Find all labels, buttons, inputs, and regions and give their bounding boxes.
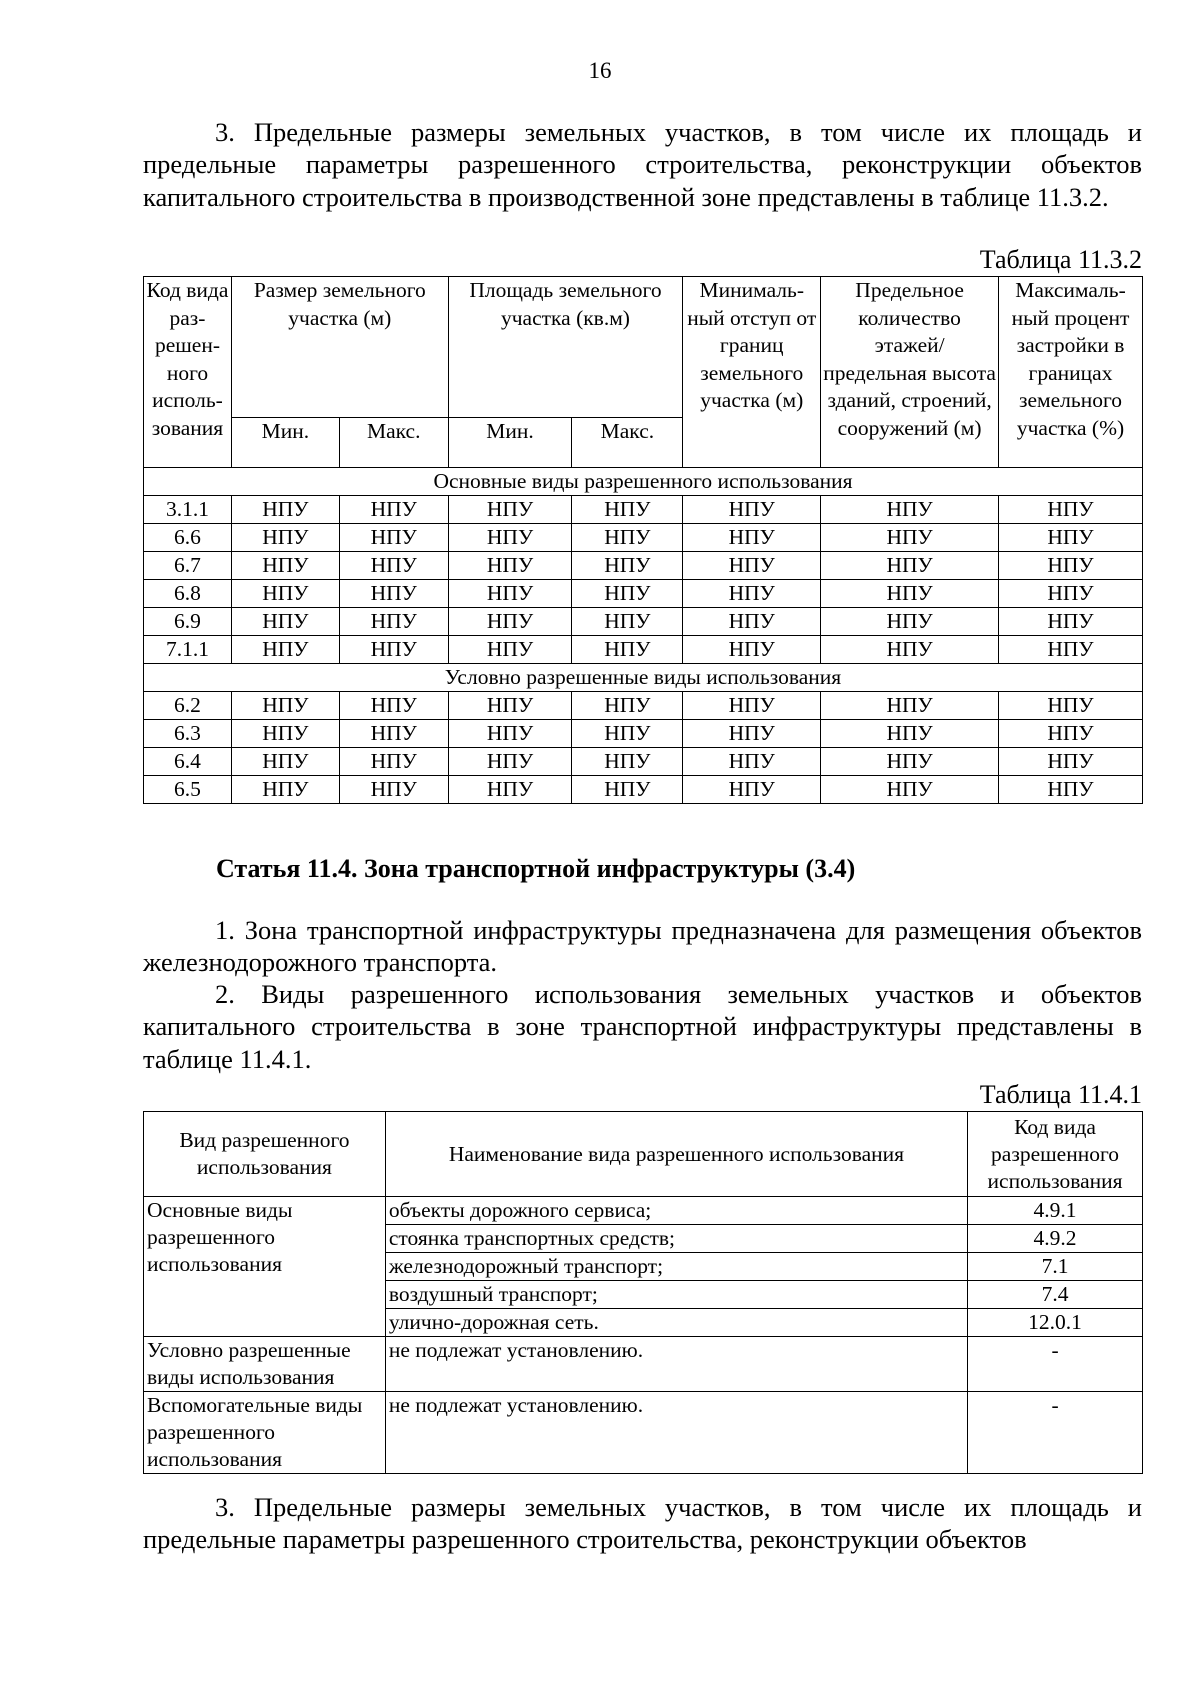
header-code: Код вида раз-решен-ного исполь-зования [144, 277, 232, 468]
table-row [144, 636, 1143, 664]
table-cell-value: НПУ [572, 776, 683, 804]
t2-use-name: стоянка транспортных средств; [385, 1225, 967, 1253]
table-cell-value: НПУ [821, 636, 999, 664]
table-cell-value: НПУ [339, 524, 448, 552]
table-cell-value: НПУ [231, 580, 339, 608]
paragraph-zone-uses: 2. Виды разрешенного использования земельных участков и объектов капитального строительства в зоне транспортной инфраструктуры представлены в таблице 11.4.1. [143, 979, 1142, 1074]
table-row [144, 524, 1143, 552]
table-cell-value: НПУ [999, 636, 1143, 664]
t2-use-code: 4.9.2 [968, 1225, 1143, 1253]
table-cell-value: НПУ [448, 720, 572, 748]
table-cell-value: НПУ [999, 748, 1143, 776]
table-cell-code: 6.8 [144, 580, 232, 608]
table-cell-value: НПУ [231, 552, 339, 580]
table-cell-value: НПУ [572, 496, 683, 524]
table-row [144, 748, 1143, 776]
table-cell-value: НПУ [231, 692, 339, 720]
table-cell-value: НПУ [231, 720, 339, 748]
table-cell-value: НПУ [572, 692, 683, 720]
table-cell-value: НПУ [999, 496, 1143, 524]
table-cell-value: НПУ [821, 580, 999, 608]
table-11-3-2 [143, 276, 1143, 804]
header-size-max: Макс. [339, 418, 448, 468]
table-cell-value: НПУ [683, 524, 821, 552]
paragraph-zone-purpose: 1. Зона транспортной инфраструктуры предназначена для размещения объектов железнодорожного транспорта. [143, 915, 1142, 978]
table-row [144, 552, 1143, 580]
table-cell-value: НПУ [683, 608, 821, 636]
table-cell-value: НПУ [683, 496, 821, 524]
table-cell-value: НПУ [999, 552, 1143, 580]
table-cell-value: НПУ [448, 580, 572, 608]
t2-conditional-name: не подлежат установлению. [385, 1337, 967, 1392]
header-area-max: Макс. [572, 418, 683, 468]
table-cell-value: НПУ [999, 580, 1143, 608]
paragraph-limits-production: 3. Предельные размеры земельных участков, в том числе их площадь и предельные параметры разрешенного строительства, реконструкции объектов капитального строительства в производственной зоне представлены в таблице 11.3.2. [143, 117, 1142, 212]
table-cell-value: НПУ [448, 776, 572, 804]
table-cell-value: НПУ [999, 524, 1143, 552]
article-heading: Статья 11.4. Зона транспортной инфраструктуры (3.4) [216, 854, 856, 883]
table-cell-code: 7.1.1 [144, 636, 232, 664]
table-cell-value: НПУ [231, 748, 339, 776]
t2-conditional-code: - [968, 1337, 1143, 1392]
table-cell-value: НПУ [339, 636, 448, 664]
table-cell-code: 6.6 [144, 524, 232, 552]
table-cell-value: НПУ [572, 552, 683, 580]
table-row [144, 720, 1143, 748]
t2-conditional-label: Условно разрешенные виды использования [144, 1337, 386, 1392]
table-cell-value: НПУ [999, 776, 1143, 804]
table-cell-value: НПУ [683, 580, 821, 608]
t2-use-code: 4.9.1 [968, 1197, 1143, 1225]
table-cell-value: НПУ [448, 496, 572, 524]
header-coverage: Максималь-ный процент застройки в границах земельного участка (%) [999, 277, 1143, 468]
table-cell-value: НПУ [339, 692, 448, 720]
t2-header-code: Код вида разрешенного использования [968, 1112, 1143, 1197]
t2-auxiliary-name: не подлежат установлению. [385, 1392, 967, 1474]
table-cell-value: НПУ [572, 608, 683, 636]
table-cell-value: НПУ [683, 748, 821, 776]
table-cell-code: 6.4 [144, 748, 232, 776]
table-cell-value: НПУ [821, 748, 999, 776]
table-cell-value: НПУ [821, 692, 999, 720]
t2-use-code: 12.0.1 [968, 1309, 1143, 1337]
table-cell-value: НПУ [572, 720, 683, 748]
table-cell-value: НПУ [339, 608, 448, 636]
table-cell-code: 3.1.1 [144, 496, 232, 524]
t2-header-kind: Вид разрешенного использования [144, 1112, 386, 1197]
table-cell-value: НПУ [683, 552, 821, 580]
table-cell-value: НПУ [683, 692, 821, 720]
table-cell-value: НПУ [231, 496, 339, 524]
table-cell-value: НПУ [999, 608, 1143, 636]
table-cell-value: НПУ [683, 720, 821, 748]
table-cell-code: 6.5 [144, 776, 232, 804]
table-cell-code: 6.7 [144, 552, 232, 580]
header-setback: Минималь-ный отступ от границ земельного участка (м) [683, 277, 821, 468]
t2-auxiliary-label: Вспомогательные виды разрешенного использования [144, 1392, 386, 1474]
table-cell-value: НПУ [231, 776, 339, 804]
t2-use-name: железнодорожный транспорт; [385, 1253, 967, 1281]
section-conditional-uses: Условно разрешенные виды использования [144, 664, 1143, 692]
page-number: 16 [588, 58, 612, 83]
t2-main-label: Основные виды разрешенного использования [144, 1197, 386, 1337]
table-cell-value: НПУ [448, 636, 572, 664]
table-cell-value: НПУ [339, 552, 448, 580]
table-cell-value: НПУ [683, 776, 821, 804]
table-cell-value: НПУ [231, 524, 339, 552]
table-cell-value: НПУ [339, 496, 448, 524]
header-plot-size: Размер земельного участка (м) [231, 277, 448, 418]
table-cell-value: НПУ [448, 748, 572, 776]
table-row [144, 776, 1143, 804]
table-cell-value: НПУ [821, 524, 999, 552]
table-11-4-1 [143, 1111, 1143, 1474]
table-row [144, 608, 1143, 636]
table-cell-value: НПУ [821, 552, 999, 580]
table-cell-value: НПУ [448, 524, 572, 552]
table-cell-value: НПУ [448, 608, 572, 636]
table-cell-value: НПУ [821, 776, 999, 804]
table-cell-value: НПУ [999, 720, 1143, 748]
t2-use-code: 7.4 [968, 1281, 1143, 1309]
table-cell-value: НПУ [339, 776, 448, 804]
header-plot-area: Площадь земельного участка (кв.м) [448, 277, 683, 418]
table-row [144, 496, 1143, 524]
paragraph-limits-transport: 3. Предельные размеры земельных участков, в том числе их площадь и предельные параметры разрешенного строительства, реконструкции объектов [143, 1492, 1142, 1555]
t2-auxiliary-code: - [968, 1392, 1143, 1474]
header-floors: Предельное количество этажей/ предельная высота зданий, строений, сооружений (м) [821, 277, 999, 468]
table-cell-value: НПУ [683, 636, 821, 664]
table-cell-value: НПУ [231, 636, 339, 664]
t2-use-name: объекты дорожного сервиса; [385, 1197, 967, 1225]
table-cell-value: НПУ [572, 748, 683, 776]
table-cell-value: НПУ [339, 720, 448, 748]
table-11-4-1-caption: Таблица 11.4.1 [979, 1080, 1142, 1109]
t2-header-name: Наименование вида разрешенного использования [385, 1112, 967, 1197]
table-cell-value: НПУ [572, 636, 683, 664]
t2-use-code: 7.1 [968, 1253, 1143, 1281]
table-cell-value: НПУ [821, 608, 999, 636]
table-cell-value: НПУ [572, 524, 683, 552]
table-cell-code: 6.2 [144, 692, 232, 720]
table-cell-value: НПУ [999, 692, 1143, 720]
table-cell-value: НПУ [448, 552, 572, 580]
header-size-min: Мин. [231, 418, 339, 468]
table-cell-code: 6.9 [144, 608, 232, 636]
header-area-min: Мин. [448, 418, 572, 468]
table-cell-value: НПУ [339, 748, 448, 776]
t2-use-name: улично-дорожная сеть. [385, 1309, 967, 1337]
table-cell-value: НПУ [448, 692, 572, 720]
table-cell-value: НПУ [339, 580, 448, 608]
table-cell-value: НПУ [231, 608, 339, 636]
section-main-uses: Основные виды разрешенного использования [144, 468, 1143, 496]
table-row [144, 1197, 1143, 1225]
table-11-3-2-caption: Таблица 11.3.2 [979, 245, 1142, 274]
table-cell-code: 6.3 [144, 720, 232, 748]
table-row [144, 580, 1143, 608]
table-cell-value: НПУ [821, 720, 999, 748]
table-cell-value: НПУ [572, 580, 683, 608]
table-cell-value: НПУ [821, 496, 999, 524]
t2-use-name: воздушный транспорт; [385, 1281, 967, 1309]
table-row [144, 692, 1143, 720]
